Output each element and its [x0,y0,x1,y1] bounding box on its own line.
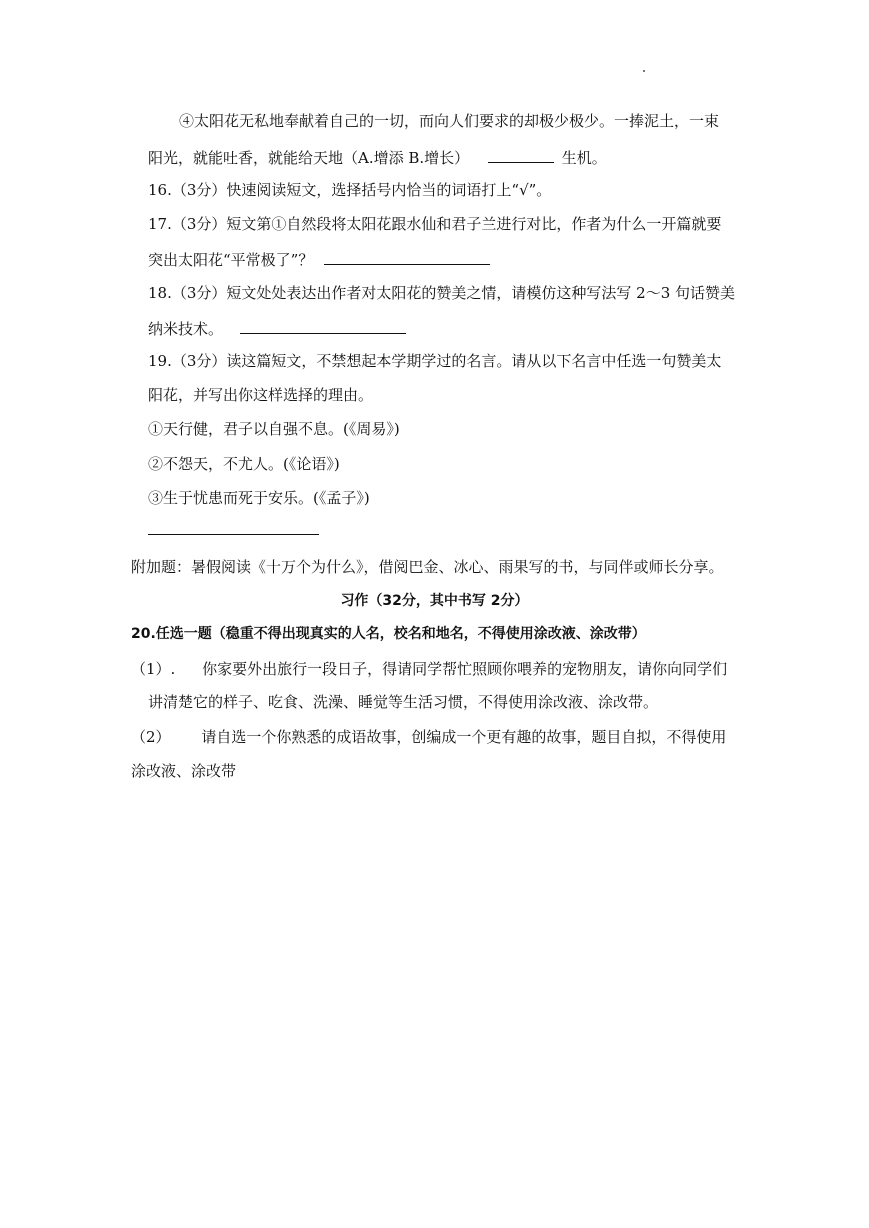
question-20: 20.任选一题（稳重不得出现真实的人名，校名和地名，不得使用涂改液、涂改带） [131,626,646,642]
quote-option-1: ①天行健，君子以自强不息。(《周易》) [148,420,400,438]
writing-option-2-line2: 涂改液、涂改带 [131,762,237,780]
question-19-line2: 阳花，并写出你这样选择的理由。 [148,386,374,404]
question-18-line1: 18.（3分）短文处处表达出作者对太阳花的赞美之情，请模仿这种写法写 2～3 句话赞美 [148,284,736,302]
answer-blank-q19[interactable] [148,518,319,535]
question-17-prompt: 突出太阳花“平常极了”？ [148,251,314,269]
writing-option-2-line1 [131,727,726,747]
question-18-line2 [148,317,406,339]
writing-option-1-line2: 讲清楚它的样子、吃食、洗澡、睡觉等生活习惯，不得使用涂改液、涂改带。 [148,693,659,711]
answer-blank-q17[interactable] [324,248,490,265]
writing-option-2-text: 请自选一个你熟悉的成语故事，创编成一个更有趣的故事，题目自拟，不得使用 [201,728,727,746]
writing-option-1-label: （1）. [131,660,176,678]
writing-section-title: 习作（32分，其中书写 2分） [340,593,529,609]
question-17-line2 [148,248,490,270]
answer-blank-q18[interactable] [240,317,406,334]
bonus-question: 附加题：暑假阅读《十万个为什么》，借阅巴金、冰心、雨果写的书，与同伴或师长分享。 [131,558,724,576]
question-18-prompt: 纳米技术。 [148,320,224,338]
writing-option-2-label: （2） [131,728,171,746]
passage-p4-line2 [148,146,607,168]
writing-option-1-text: 你家要外出旅行一段日子，得请同学帮忙照顾你喂养的宠物朋友，请你向同学们 [202,660,728,678]
quote-option-2: ②不怨天，不尤人。(《论语》) [148,455,340,473]
question-19-line1: 19.（3分）读这篇短文，不禁想起本学期学过的名言。请从以下名言中任选一句赞美太 [148,352,722,370]
question-16: 16.（3分）快速阅读短文，选择括号内恰当的词语打上“√”。 [148,181,552,199]
quote-option-3: ③生于忧患而死于安乐。(《孟子》) [148,489,370,507]
writing-option-1-line1 [131,659,727,679]
answer-blank-q16[interactable] [488,146,554,163]
question-17-line1: 17.（3分）短文第①自然段将太阳花跟水仙和君子兰进行对比，作者为什么一开篇就要 [148,215,722,233]
passage-p4-line1: ④太阳花无私地奉献着自己的一切，而向人们要求的却极少极少。一捧泥土，一束 [179,112,720,130]
passage-p4-line2-end: 生机。 [561,149,607,167]
passage-p4-line2-text: 阳光，就能吐香，就能给天地（A.增添 B.增长） [148,149,470,167]
answer-line-q19[interactable] [148,518,319,540]
header-dot [643,70,645,72]
